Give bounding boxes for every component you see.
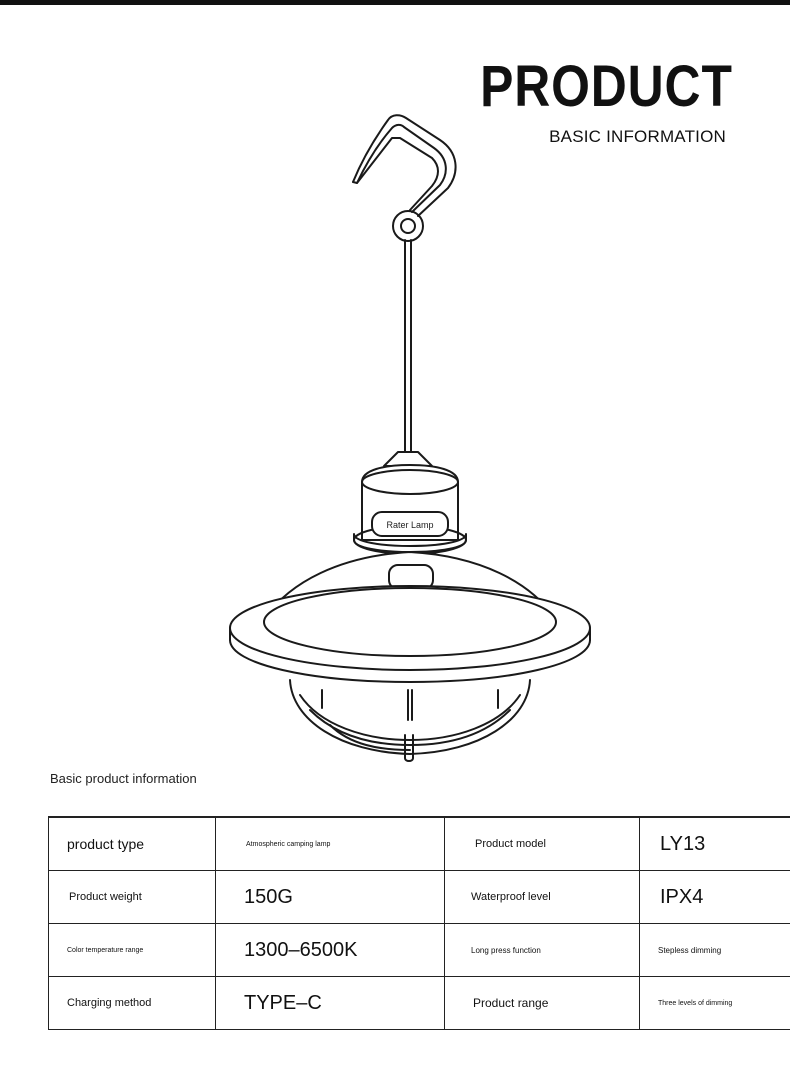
spec-label: Color temperature range [49,924,216,977]
spec-value: LY13 [640,817,790,871]
spec-value: IPX4 [640,871,790,924]
lamp-cage [290,680,530,754]
lamp-badge-label: Rater Lamp [386,520,434,530]
lamp-illustration [215,110,605,770]
spec-value: Three levels of dimming [640,977,790,1030]
table-row [49,977,790,1030]
spec-label: Long press function [445,924,640,977]
spec-value: Stepless dimming [640,924,790,977]
section-label: Basic product information [50,771,197,786]
spec-label: Product weight [49,871,216,924]
table-row [49,924,790,977]
hook-ring [393,211,423,241]
hook-shape [353,115,456,216]
page-title: PRODUCT [480,54,733,119]
spec-value: TYPE–C [216,977,445,1030]
page-subtitle: BASIC INFORMATION [549,127,726,146]
spec-value: Atmospheric camping lamp [216,817,445,871]
spec-label: Product model [445,817,640,871]
specs-table [48,816,790,1030]
spec-label: Waterproof level [445,871,640,924]
spec-label: Charging method [49,977,216,1030]
table-row [49,871,790,924]
table-row [49,817,790,871]
spec-value: 1300–6500K [216,924,445,977]
spec-value: 150G [216,871,445,924]
top-border-bar [0,0,790,5]
spec-label: Product range [445,977,640,1030]
spec-label: product type [49,817,216,871]
